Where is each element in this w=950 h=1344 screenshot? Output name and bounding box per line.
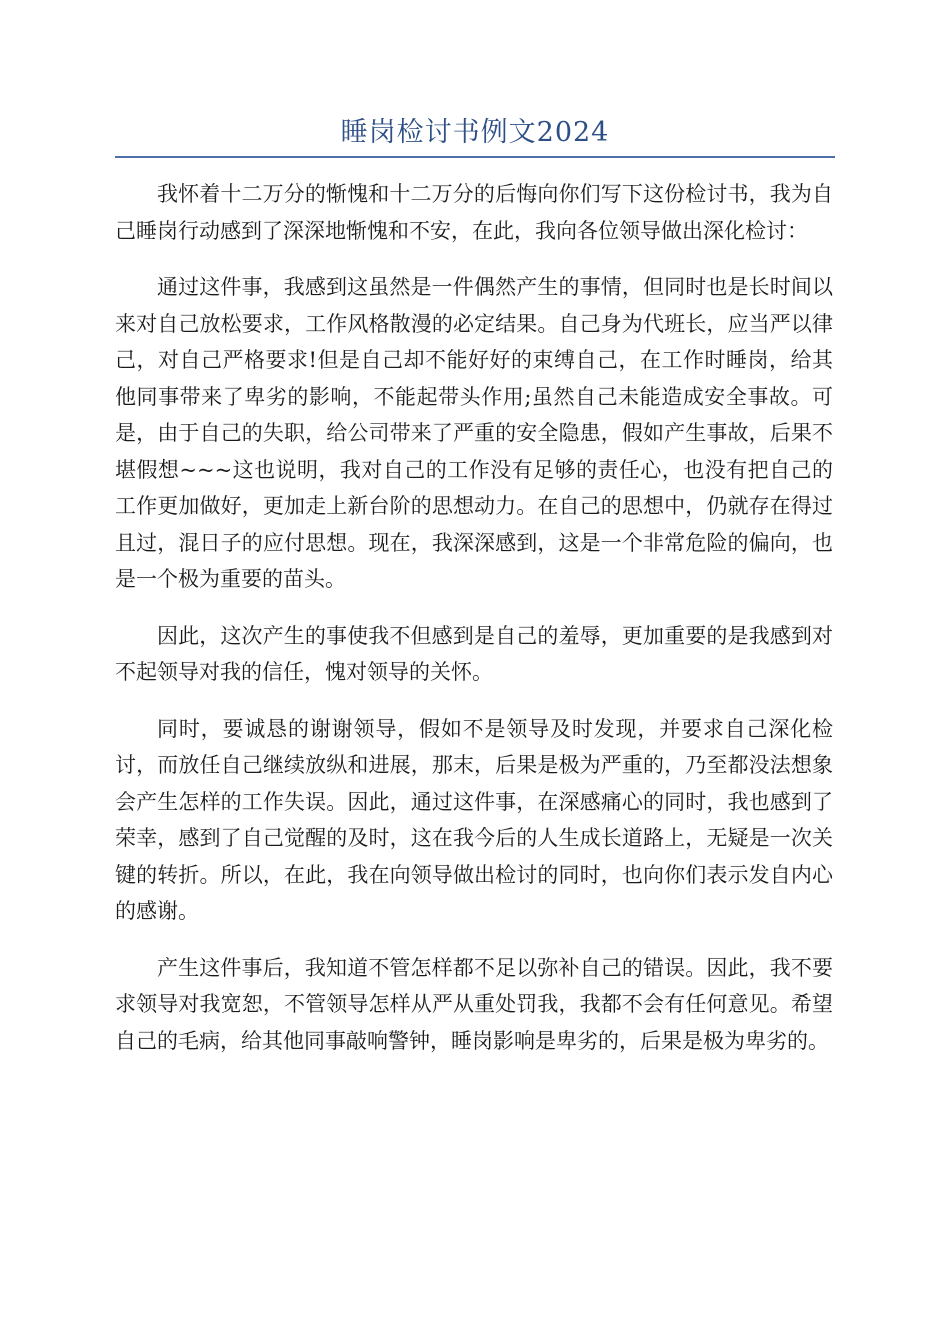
paragraph-4: 同时，要诚恳的谢谢领导，假如不是领导及时发现，并要求自己深化检讨，而放任自己继续放纵和进展，那末，后果是极为严重的，乃至都没法想象会产生怎样的工作失误。因此，通过这件事，在深感痛心的同时，我也感到了荣幸，感到了自己觉醒的及时，这在我今后的人生成长道路上，无疑是一次关键的转折。所以，在此，我在向领导做出检讨的同时，也向你们表示发自内心的感谢。 bbox=[115, 716, 833, 923]
paragraph-3: 因此，这次产生的事使我不但感到是自己的羞辱，更加重要的是我感到对不起领导对我的信任，愧对领导的关怀。 bbox=[115, 623, 833, 684]
title-block bbox=[115, 112, 835, 158]
paragraph-1: 我怀着十二万分的惭愧和十二万分的后悔向你们写下这份检讨书，我为自己睡岗行动感到了深深地惭愧和不安，在此，我向各位领导做出深化检讨： bbox=[115, 182, 833, 243]
paragraph-2: 通过这件事，我感到这虽然是一件偶然产生的事情，但同时也是长时间以来对自己放松要求，工作风格散漫的必定结果。自己身为代班长，应当严以律己，对自己严格要求!但是自己却不能好好的束缚自己，在工作时睡岗，给其他同事带来了卑劣的影响，不能起带头作用;虽然自己未能造成安全事故。可是，由于自己的失职，给公司带来了严重的安全隐患，假如产生事故，后果不堪假想~~~这也说明，我对自己的工作没有足够的责任心，也没有把自己的工作更加做好，更加走上新台阶的思想动力。在自己的思想中，仍就存在得过且过，混日子的应付思想。现在，我深深感到，这是一个非常危险的偏向，也是一个极为重要的苗头。 bbox=[115, 275, 833, 591]
paragraph-5: 产生这件事后，我知道不管怎样都不足以弥补自己的错误。因此，我不要求领导对我宽恕，不管领导怎样从严从重处罚我，我都不会有任何意见。希望自己的毛病，给其他同事敲响警钟，睡岗影响是卑劣的，后果是极为卑劣的。 bbox=[115, 955, 833, 1053]
page-title: 睡岗检讨书例文2024 bbox=[340, 117, 610, 148]
document-body bbox=[115, 176, 833, 1079]
